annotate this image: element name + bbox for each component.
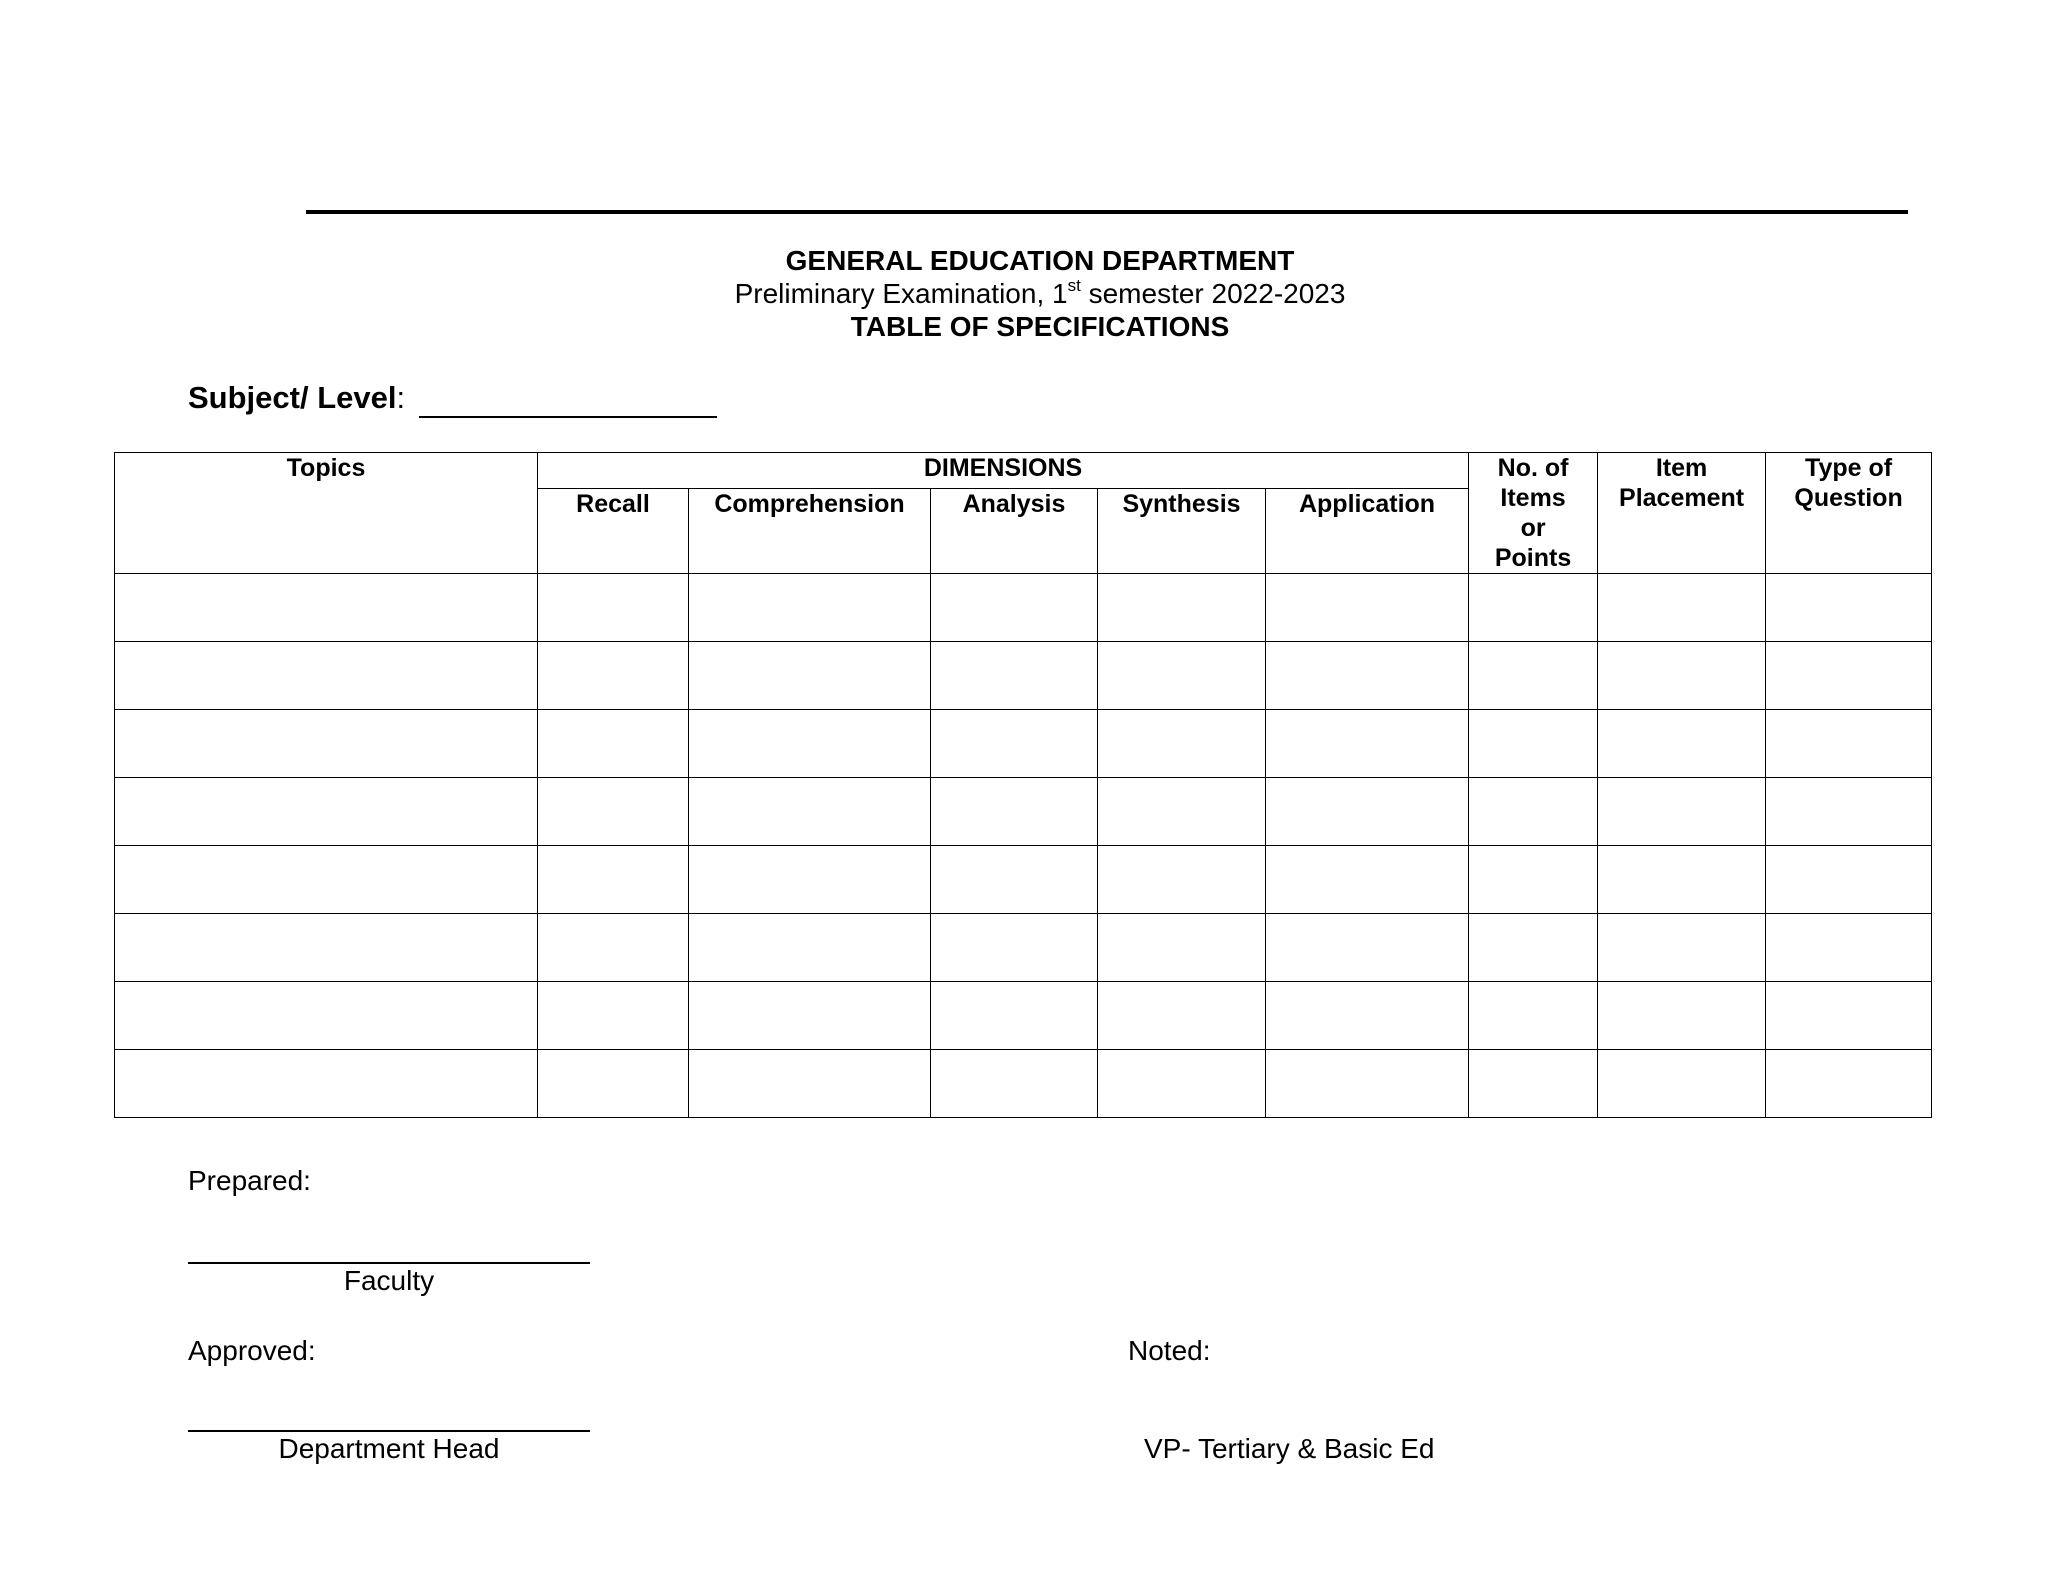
table-cell[interactable]: [1766, 914, 1932, 982]
table-row: [115, 982, 1932, 1050]
table-cell[interactable]: [1266, 574, 1469, 642]
dimension-analysis-header: Analysis: [931, 489, 1098, 574]
table-row: [115, 914, 1932, 982]
table-row: [115, 1050, 1932, 1118]
table-cell[interactable]: [1598, 982, 1766, 1050]
topics-header: Topics: [115, 453, 538, 574]
dimension-comprehension-header: Comprehension: [689, 489, 931, 574]
table-cell[interactable]: [1098, 982, 1266, 1050]
subject-level-label: Subject/ Level: [188, 380, 397, 415]
table-cell[interactable]: [1266, 710, 1469, 778]
table-cell[interactable]: [931, 710, 1098, 778]
table-row: [115, 778, 1932, 846]
no-of-items-line: or: [1520, 514, 1546, 542]
table-cell[interactable]: [1469, 846, 1598, 914]
table-cell[interactable]: [1469, 642, 1598, 710]
table-cell[interactable]: [1266, 982, 1469, 1050]
table-cell[interactable]: [115, 914, 538, 982]
table-cell[interactable]: [115, 574, 538, 642]
table-cell[interactable]: [538, 574, 689, 642]
no-of-items-line: Points: [1494, 544, 1572, 572]
table-cell[interactable]: [1098, 846, 1266, 914]
specifications-table: [114, 452, 1932, 1118]
item-placement-line: Item: [1655, 454, 1708, 482]
table-cell[interactable]: [115, 642, 538, 710]
table-cell[interactable]: [689, 778, 931, 846]
table-cell[interactable]: [689, 982, 931, 1050]
table-cell[interactable]: [538, 710, 689, 778]
department-head-role: Department Head: [278, 1433, 500, 1464]
subject-level-colon: :: [396, 380, 406, 415]
table-cell[interactable]: [931, 642, 1098, 710]
approved-label: Approved:: [188, 1335, 316, 1366]
table-cell[interactable]: [538, 1050, 689, 1118]
subject-level-blank[interactable]: [419, 380, 717, 418]
table-cell[interactable]: [115, 1050, 538, 1118]
table-row: [115, 710, 1932, 778]
exam-subtitle: [0, 277, 2048, 310]
table-cell[interactable]: [1766, 846, 1932, 914]
table-cell[interactable]: [1766, 642, 1932, 710]
table-cell[interactable]: [1766, 778, 1932, 846]
table-cell[interactable]: [538, 642, 689, 710]
table-cell[interactable]: [689, 1050, 931, 1118]
table-cell[interactable]: [1266, 642, 1469, 710]
exam-ordinal-suffix: st: [1067, 276, 1081, 295]
dimension-application-header: Application: [1266, 489, 1469, 574]
table-cell[interactable]: [1098, 642, 1266, 710]
table-title: TABLE OF SPECIFICATIONS: [850, 311, 1230, 342]
table-cell[interactable]: [689, 642, 931, 710]
table-cell[interactable]: [1598, 710, 1766, 778]
top-rule: [306, 210, 1908, 214]
noted-label: Noted:: [1128, 1335, 1211, 1366]
table-cell[interactable]: [1266, 914, 1469, 982]
subject-level-line: [188, 378, 717, 418]
table-cell[interactable]: [115, 778, 538, 846]
table-cell[interactable]: [689, 846, 931, 914]
no-of-items-line: No. of: [1497, 454, 1569, 482]
dimension-synthesis-header: Synthesis: [1098, 489, 1266, 574]
table-cell[interactable]: [1766, 1050, 1932, 1118]
table-cell[interactable]: [1098, 1050, 1266, 1118]
table-cell[interactable]: [1598, 642, 1766, 710]
table-cell[interactable]: [1469, 1050, 1598, 1118]
table-cell[interactable]: [931, 846, 1098, 914]
table-cell[interactable]: [1598, 574, 1766, 642]
table-cell[interactable]: [1469, 574, 1598, 642]
faculty-role: Faculty: [343, 1265, 435, 1296]
type-of-question-header: [1766, 453, 1932, 574]
table-cell[interactable]: [1469, 778, 1598, 846]
table-cell[interactable]: [931, 914, 1098, 982]
table-cell[interactable]: [1469, 914, 1598, 982]
table-cell[interactable]: [689, 710, 931, 778]
table-cell[interactable]: [931, 574, 1098, 642]
table-cell[interactable]: [1266, 778, 1469, 846]
no-of-items-line: Items: [1500, 484, 1566, 512]
table-cell[interactable]: [115, 710, 538, 778]
table-cell[interactable]: [1766, 710, 1932, 778]
document-header: [0, 244, 2048, 343]
table-cell[interactable]: [1098, 914, 1266, 982]
table-row: [115, 574, 1932, 642]
table-cell[interactable]: [1098, 778, 1266, 846]
table-cell[interactable]: [1266, 1050, 1469, 1118]
table-cell[interactable]: [1598, 778, 1766, 846]
table-cell[interactable]: [931, 778, 1098, 846]
table-cell[interactable]: [1598, 914, 1766, 982]
table-cell[interactable]: [538, 846, 689, 914]
table-row: [115, 846, 1932, 914]
vp-role: VP- Tertiary & Basic Ed: [1144, 1433, 1435, 1464]
table-cell[interactable]: [1266, 846, 1469, 914]
dimensions-header: DIMENSIONS: [538, 453, 1469, 489]
table-cell[interactable]: [1469, 710, 1598, 778]
table-cell[interactable]: [1766, 574, 1932, 642]
table-cell[interactable]: [1598, 1050, 1766, 1118]
table-cell[interactable]: [689, 574, 931, 642]
prepared-label: Prepared:: [188, 1165, 311, 1196]
table-cell[interactable]: [1598, 846, 1766, 914]
item-placement-header: [1598, 453, 1766, 574]
type-of-question-line: Question: [1794, 484, 1903, 512]
table-cell[interactable]: [538, 778, 689, 846]
item-placement-line: Placement: [1619, 484, 1745, 512]
exam-prefix: Preliminary Examination, 1: [734, 278, 1068, 309]
table-cell[interactable]: [1098, 574, 1266, 642]
no-of-items-header: [1469, 453, 1598, 574]
table-cell[interactable]: [538, 982, 689, 1050]
department-title: GENERAL EDUCATION DEPARTMENT: [785, 245, 1295, 276]
table-cell[interactable]: [115, 982, 538, 1050]
table-cell[interactable]: [931, 1050, 1098, 1118]
table-cell[interactable]: [538, 914, 689, 982]
type-of-question-line: Type of: [1805, 454, 1893, 482]
dimension-recall-header: Recall: [538, 489, 689, 574]
exam-suffix: semester 2022-2023: [1080, 278, 1346, 309]
table-cell[interactable]: [931, 982, 1098, 1050]
table-cell[interactable]: [1098, 710, 1266, 778]
table-row: [115, 642, 1932, 710]
table-cell[interactable]: [1469, 982, 1598, 1050]
table-cell[interactable]: [689, 914, 931, 982]
table-cell[interactable]: [115, 846, 538, 914]
specifications-table-body: [115, 574, 1932, 1118]
table-cell[interactable]: [1766, 982, 1932, 1050]
